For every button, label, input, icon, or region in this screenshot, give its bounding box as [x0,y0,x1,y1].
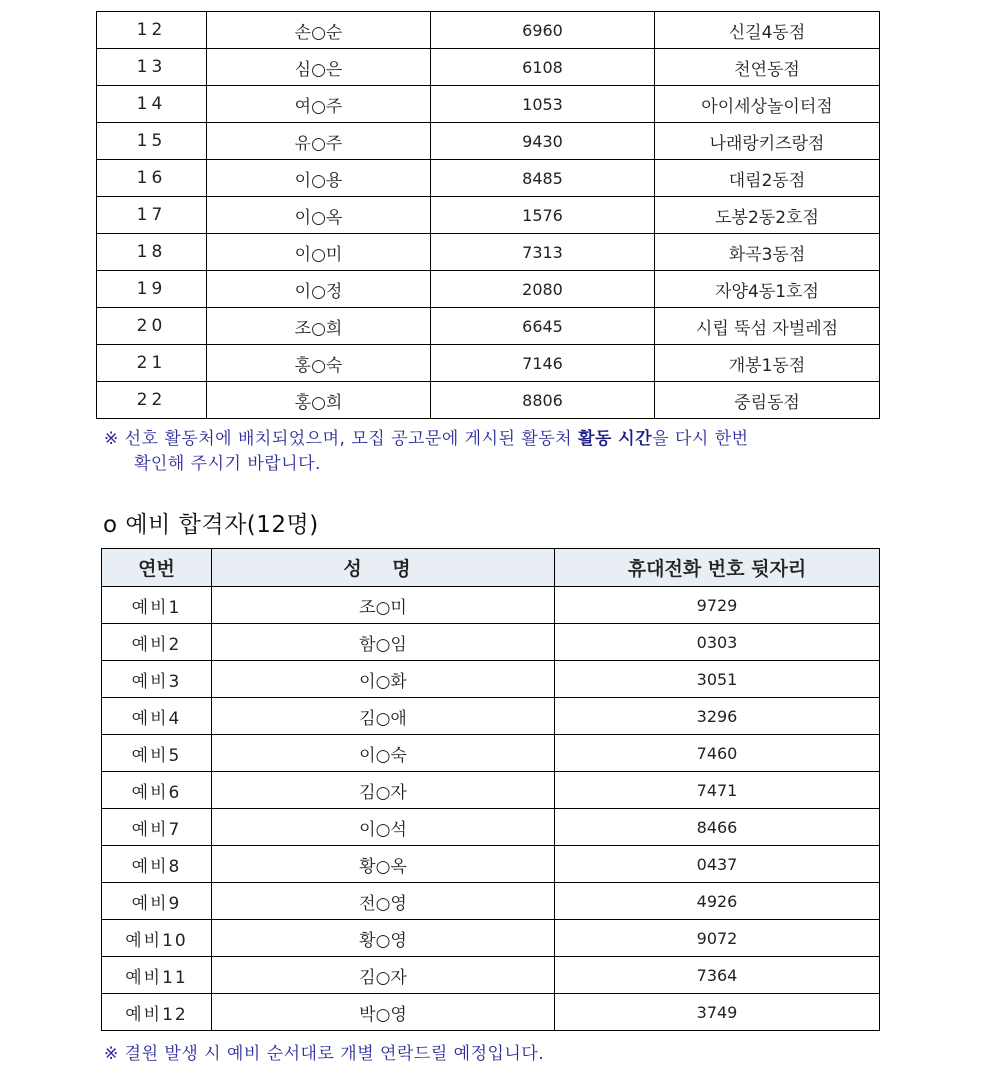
row-phone: 1576 [431,197,655,234]
row-phone: 7146 [431,345,655,382]
row-phone: 3051 [555,661,880,698]
row-phone: 7313 [431,234,655,271]
row-number: 17 [97,197,207,234]
table-row [97,12,880,49]
row-name: 황○옥 [212,846,555,883]
table-row [102,587,880,624]
row-phone: 8485 [431,160,655,197]
row-phone: 7471 [555,772,880,809]
row-site: 아이세상놀이터점 [655,86,880,123]
table-row [102,883,880,920]
table-row [97,308,880,345]
row-number: 예비9 [102,883,212,920]
header-phone: 휴대전화 번호 뒷자리 [555,549,880,587]
row-name: 김○자 [212,957,555,994]
row-name: 이○정 [207,271,431,308]
row-site: 중림동점 [655,382,880,419]
row-site: 대림2동점 [655,160,880,197]
row-name: 유○주 [207,123,431,160]
row-name: 조○희 [207,308,431,345]
row-name: 여○주 [207,86,431,123]
row-number: 19 [97,271,207,308]
row-site: 자양4동1호점 [655,271,880,308]
row-phone: 2080 [431,271,655,308]
row-name: 홍○숙 [207,345,431,382]
table-row [102,661,880,698]
table-row [102,772,880,809]
row-number: 21 [97,345,207,382]
row-name: 조○미 [212,587,555,624]
table-row [97,86,880,123]
row-name: 심○은 [207,49,431,86]
row-number: 13 [97,49,207,86]
row-name: 손○순 [207,12,431,49]
table-row [102,735,880,772]
note-text: ※ 선호 활동처에 배치되었으며, 모집 공고문에 게시된 활동처 [104,429,579,449]
row-phone: 7364 [555,957,880,994]
row-number: 18 [97,234,207,271]
row-number: 예비1 [102,587,212,624]
row-phone: 3296 [555,698,880,735]
row-name: 홍○희 [207,382,431,419]
row-site: 나래랑키즈랑점 [655,123,880,160]
reserve-note: ※ 결원 발생 시 예비 순서대로 개별 연락드릴 예정입니다. [104,1044,545,1064]
row-phone: 9729 [555,587,880,624]
note-text-line2: 확인해 주시기 바랍니다. [134,454,321,474]
reserve-table [101,548,880,1031]
table-row [97,345,880,382]
row-name: 이○옥 [207,197,431,234]
row-name: 박○영 [212,994,555,1031]
row-site: 개봉1동점 [655,345,880,382]
row-number: 예비11 [102,957,212,994]
row-number: 14 [97,86,207,123]
row-phone: 8466 [555,809,880,846]
row-phone: 0303 [555,624,880,661]
row-name: 김○애 [212,698,555,735]
row-number: 예비12 [102,994,212,1031]
row-phone: 3749 [555,994,880,1031]
row-name: 김○자 [212,772,555,809]
row-phone: 0437 [555,846,880,883]
row-site: 시립 뚝섬 자벌레점 [655,308,880,345]
table-row [97,234,880,271]
row-name: 함○임 [212,624,555,661]
row-number: 예비7 [102,809,212,846]
row-number: 12 [97,12,207,49]
table-row [102,624,880,661]
row-name: 전○영 [212,883,555,920]
header-name: 성 명 [212,549,555,587]
table-row [102,957,880,994]
table-row [102,920,880,957]
row-name: 이○화 [212,661,555,698]
row-phone: 9430 [431,123,655,160]
row-name: 이○용 [207,160,431,197]
row-phone: 6645 [431,308,655,345]
row-site: 화곡3동점 [655,234,880,271]
table-row [102,846,880,883]
table-row [102,809,880,846]
table-row [97,271,880,308]
placement-note [104,427,874,477]
section-title: o 예비 합격자(12명) [103,512,319,538]
row-number: 예비2 [102,624,212,661]
row-phone: 9072 [555,920,880,957]
header-no: 연번 [102,549,212,587]
table-row [97,382,880,419]
row-name: 이○석 [212,809,555,846]
row-number: 예비3 [102,661,212,698]
row-phone: 6108 [431,49,655,86]
table-header-row [102,549,880,587]
table-row [97,123,880,160]
row-phone: 4926 [555,883,880,920]
row-number: 22 [97,382,207,419]
row-site: 신길4동점 [655,12,880,49]
row-phone: 8806 [431,382,655,419]
table-row [102,698,880,735]
placement-table [96,11,880,419]
note-highlight: 활동 시간 [578,429,653,449]
row-site: 도봉2동2호점 [655,197,880,234]
row-number: 예비6 [102,772,212,809]
row-name: 이○숙 [212,735,555,772]
table-row [97,197,880,234]
table-row [97,160,880,197]
row-phone: 1053 [431,86,655,123]
table-row [102,994,880,1031]
row-phone: 6960 [431,12,655,49]
row-number: 예비8 [102,846,212,883]
note-text-suffix: 을 다시 한번 [652,429,749,449]
row-site: 천연동점 [655,49,880,86]
row-number: 16 [97,160,207,197]
row-number: 예비4 [102,698,212,735]
row-number: 예비10 [102,920,212,957]
row-name: 이○미 [207,234,431,271]
row-number: 20 [97,308,207,345]
row-name: 황○영 [212,920,555,957]
row-number: 15 [97,123,207,160]
row-phone: 7460 [555,735,880,772]
row-number: 예비5 [102,735,212,772]
table-row [97,49,880,86]
